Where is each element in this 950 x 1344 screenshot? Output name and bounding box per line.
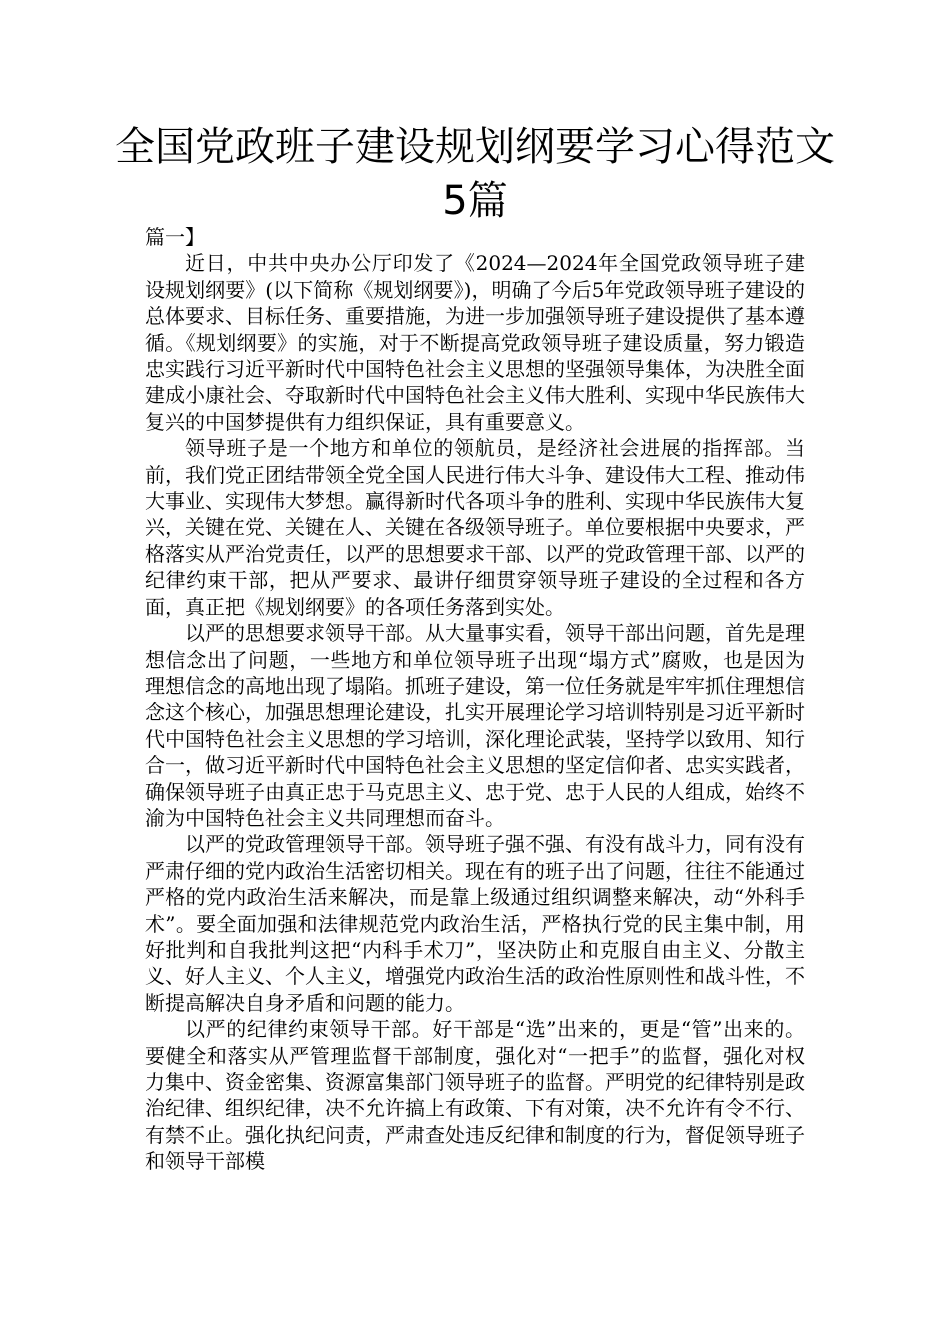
document-title: 全国党政班子建设规划纲要学习心得范文5篇: [115, 124, 835, 224]
paragraph-5: 以严的纪律约束领导干部。好干部是“选”出来的，更是“管”出来的。要健全和落实从严管理监督干部制度，强化对“一把手”的监督，强化对权力集中、资金密集、资源富集部门领导班子的监督。严明党的纪律特别是政治纪律、组织纪律，决不允许搞上有政策、下有对策，决不允许有令不行、有禁不止。强化执纪问责，严肃查处违反纪律和制度的行为，督促领导班子和领导干部模: [145, 1017, 805, 1174]
paragraph-3: 以严的思想要求领导干部。从大量事实看，领导干部出问题，首先是理想信念出了问题，一些地方和单位领导班子出现“塌方式”腐败，也是因为理想信念的高地出现了塌陷。抓班子建设，第一位任务就是牢牢抓住理想信念这个核心，加强思想理论建设，扎实开展理论学习培训特别是习近平新时代中国特色社会主义思想的学习培训，深化理论武装，坚持学以致用、知行合一，做习近平新时代中国特色社会主义思想的坚定信仰者、忠实实践者，确保领导班子由真正忠于马克思主义、忠于党、忠于人民的人组成，始终不渝为中国特色社会主义共同理想而奋斗。: [145, 621, 805, 830]
paragraph-4: 以严的党政管理领导干部。领导班子强不强、有没有战斗力，同有没有严肃仔细的党内政治生活密切相关。现在有的班子出了问题，往往不能通过严格的党内政治生活来解决，而是靠上级通过组织调整来解决，动“外科手术”。要全面加强和法律规范党内政治生活，严格执行党的民主集中制，用好批判和自我批判这把“内科手术刀”，坚决防止和克服自由主义、分散主义、好人主义、个人主义，增强党内政治生活的政治性原则性和战斗性，不断提高解决自身矛盾和问题的能力。: [145, 832, 805, 1015]
paragraph-2: 领导班子是一个地方和单位的领航员，是经济社会进展的指挥部。当前，我们党正团结带领全党全国人民进行伟大斗争、建设伟大工程、推动伟大事业、实现伟大梦想。赢得新时代各项斗争的胜利、实现中华民族伟大复兴，关键在党、关键在人、关键在各级领导班子。单位要根据中央要求，严格落实从严治党责任，以严的思想要求干部、以严的党政管理干部、以严的纪律约束干部，把从严要求、最讲仔细贯穿领导班子建设的全过程和各方面，真正把《规划纲要》的各项任务落到实处。: [145, 436, 805, 619]
section-label: 篇一】: [145, 225, 205, 249]
paragraph-1: 近日，中共中央办公厅印发了《2024—2024年全国党政领导班子建设规划纲要》(以下简称《规划纲要》)，明确了今后5年党政领导班子建设的总体要求、目标任务、重要措施，为进一步加强领导班子建设提供了基本遵循。《规划纲要》的实施，对于不断提高党政领导班子建设质量，努力锻造忠实践行习近平新时代中国特色社会主义思想的坚强领导集体，为决胜全面建成小康社会、夺取新时代中国特色社会主义伟大胜利、实现中华民族伟大复兴的中国梦提供有力组织保证，具有重要意义。: [145, 251, 805, 434]
document-body: [145, 224, 805, 1175]
